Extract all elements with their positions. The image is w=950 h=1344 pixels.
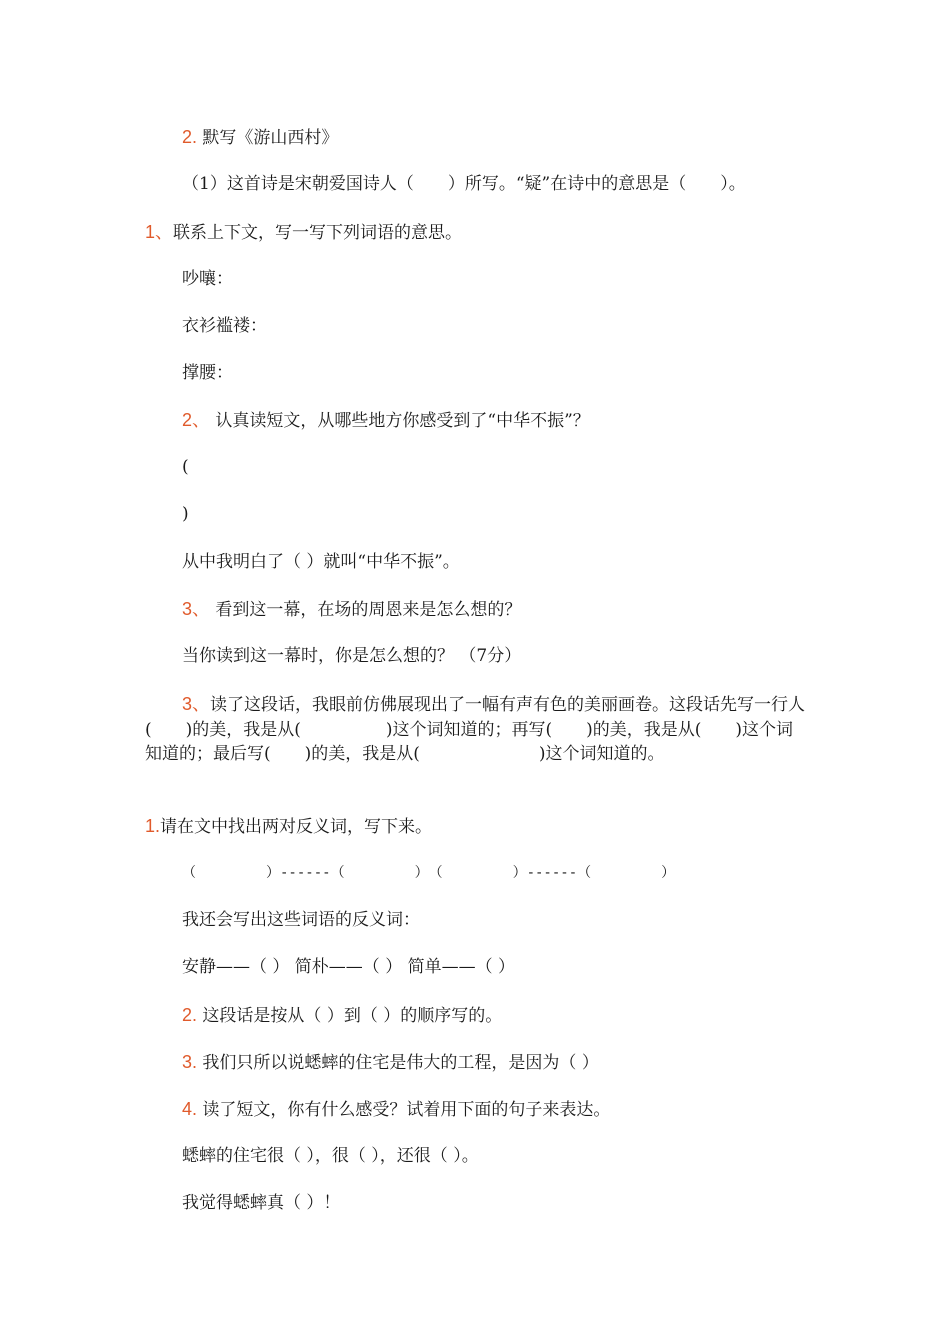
answer-paren-close: ) <box>182 504 189 524</box>
question-number: 2. <box>182 127 198 147</box>
question-scroll-paragraph <box>145 692 810 767</box>
question-text: 读了这段话，我眼前仿佛展现出了一幅有声有色的美丽画卷。这段话先写一行人( )的美，我是从( )这个词知道的；再写( )的美，我是从( )这个词知道的；最后写( )的美，我是从( )这个词知道的。 <box>145 695 806 764</box>
question-context <box>145 221 462 244</box>
question-text: 默写《游山西村》 <box>197 128 339 148</box>
question-number: 4. <box>182 1099 198 1119</box>
word-chengyao: 撑腰： <box>182 363 233 383</box>
question-number: 3. <box>182 1052 198 1072</box>
question-poem-sub: （1）这首诗是宋朝爱国诗人（ ）所写。“疑”在诗中的意思是（ ）。 <box>182 174 746 194</box>
question-number: 2、 <box>182 410 211 430</box>
question-zhouenlai <box>182 598 521 621</box>
question-number: 1. <box>145 816 161 836</box>
zhonghua-answer-line: 从中我明白了（ ）就叫“中华不振”。 <box>182 552 460 572</box>
question-reason <box>182 1051 599 1074</box>
word-yishan-lanlv: 衣衫褴褛： <box>182 316 267 336</box>
question-text: 联系上下文，写一写下列词语的意思。 <box>173 223 463 243</box>
question-text: 这段话是按从（ ）到（ ）的顺序写的。 <box>197 1006 503 1026</box>
antonym-blanks: （ ）------（ ） （ ）------（ ） <box>182 865 676 881</box>
question-number: 3、 <box>182 694 211 714</box>
antonym-more: 我还会写出这些词语的反义词： <box>182 910 420 930</box>
question-text: 我们只所以说蟋蟀的住宅是伟大的工程，是因为（ ） <box>197 1053 599 1073</box>
question-poem <box>182 126 338 149</box>
answer-paren-open: ( <box>182 457 189 477</box>
question-number: 1、 <box>145 222 174 242</box>
question-text: 认真读短文，从哪些地方你感受到了“中华不振”？ <box>210 411 590 431</box>
question-feeling <box>182 1098 610 1121</box>
question-number: 3、 <box>182 599 211 619</box>
question-text: 看到这一幕，在场的周恩来是怎么想的？ <box>210 600 522 620</box>
feeling-line-2: 我觉得蟋蟀真（ ）！ <box>182 1193 341 1213</box>
question-zhonghua <box>182 409 590 432</box>
word-chaorang: 吵嚷： <box>182 269 233 289</box>
question-text: 读了短文，你有什么感受？试着用下面的句子来表达。 <box>197 1100 611 1120</box>
question-number: 2. <box>182 1005 198 1025</box>
question-antonym <box>145 815 432 838</box>
question-zhouenlai-sub: 当你读到这一幕时，你是怎么想的？ （7分） <box>182 646 522 666</box>
antonym-words: 安静——（ ） 简朴——（ ） 简单——（ ） <box>182 957 516 977</box>
question-text: 请在文中找出两对反义词，写下来。 <box>160 817 433 837</box>
question-order <box>182 1004 502 1027</box>
feeling-line-1: 蟋蟀的住宅很（ ），很（ ），还很（ ）。 <box>182 1146 479 1166</box>
